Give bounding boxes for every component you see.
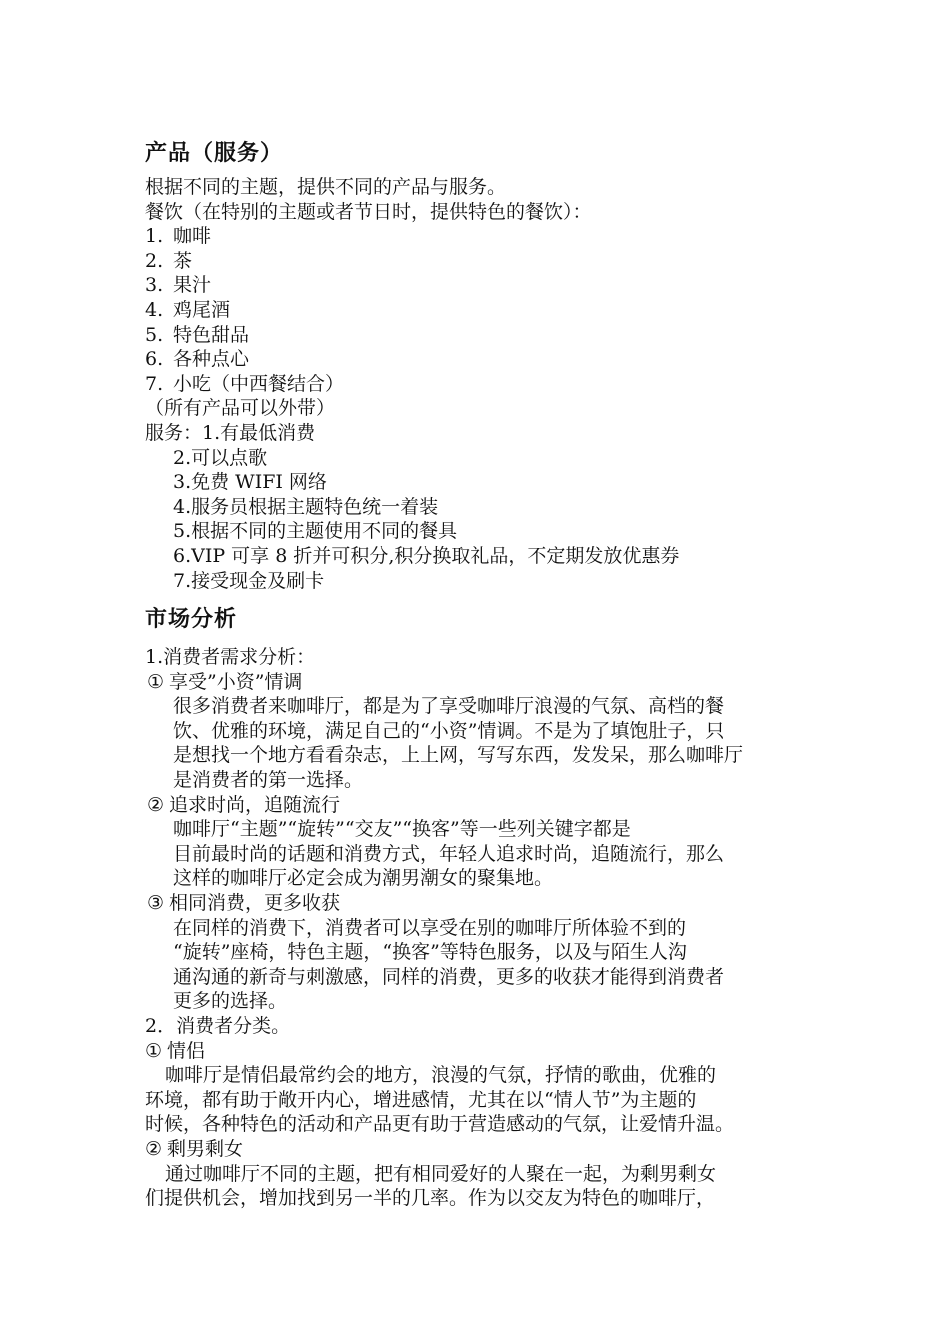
demand-title: 相同消费，更多收获	[169, 892, 341, 915]
paragraph-line: 在同样的消费下，消费者可以享受在别的咖啡厅所体验不到的	[173, 916, 687, 939]
paragraph-line: 是想找一个地方看看杂志，上上网，写写东西，发发呆，那么咖啡厅	[173, 744, 744, 767]
category-heading: 2．消费者分类。	[145, 1015, 291, 1037]
paragraph-line: 很多消费者来咖啡厅，都是为了享受咖啡厅浪漫的气氛、高档的餐	[173, 695, 725, 718]
circled-number: ①	[147, 670, 165, 693]
circled-number: ②	[147, 793, 165, 816]
list-item: 5.根据不同的主题使用不同的餐具	[173, 520, 458, 543]
list-item: 3. 果汁	[145, 274, 212, 297]
paragraph-line: 咖啡厅“主题”“旋转”“交友”“换客”等一些列关键字都是	[173, 818, 631, 841]
service-list	[145, 446, 825, 594]
category-title: 情侣	[167, 1039, 206, 1062]
list-item: 2.可以点歌	[173, 446, 268, 469]
market-heading: 市场分析	[145, 607, 238, 633]
document-content	[145, 133, 825, 1211]
paragraph-line: 们提供机会，增加找到另一半的几率。作为以交友为特色的咖啡厅，	[145, 1187, 716, 1210]
list-item: 7. 小吃（中西餐结合）	[145, 372, 345, 395]
category-item	[145, 1137, 825, 1211]
demand-item	[145, 793, 825, 891]
circled-number: ②	[145, 1137, 163, 1160]
list-item: 4.服务员根据主题特色统一着装	[173, 495, 439, 518]
list-item: 5. 特色甜品	[145, 323, 250, 346]
list-item: 1. 咖啡	[145, 225, 212, 248]
food-heading: 餐饮（在特别的主题或者节日时，提供特色的餐饮）：	[145, 200, 592, 223]
demand-title: 追求时尚，追随流行	[169, 793, 341, 816]
food-list	[145, 224, 825, 396]
paragraph-line: 通过咖啡厅不同的主题，把有相同爱好的人聚在一起，为剩男剩女	[165, 1162, 717, 1185]
service-first-item: 服务：1.有最低消费	[145, 421, 316, 444]
product-intro: 根据不同的主题，提供不同的产品与服务。	[145, 176, 507, 198]
demand-heading: 1.消费者需求分析：	[145, 646, 316, 669]
takeaway-note: （所有产品可以外带）	[145, 397, 336, 420]
circled-number: ①	[145, 1039, 163, 1062]
list-item: 4. 鸡尾酒	[145, 298, 231, 321]
paragraph-line: 饮、优雅的环境，满足自己的“小资”情调。不是为了填饱肚子，只	[173, 719, 725, 742]
circled-number: ③	[147, 892, 165, 915]
category-item	[145, 1039, 825, 1137]
paragraph-line: 更多的选择。	[173, 990, 288, 1013]
list-item: 2. 茶	[145, 249, 193, 272]
list-item: 7.接受现金及刷卡	[173, 569, 325, 592]
paragraph-line: 咖啡厅是情侣最常约会的地方，浪漫的气氛，抒情的歌曲，优雅的	[165, 1064, 717, 1087]
demand-item	[145, 891, 825, 1014]
list-item: 6.VIP 可享 8 折并可积分,积分换取礼品，不定期发放优惠券	[173, 544, 680, 567]
paragraph-line: 环境，都有助于敞开内心，增进感情，尤其在以“情人节”为主题的	[145, 1088, 697, 1111]
demand-item	[145, 670, 825, 793]
demand-title: 享受”小资”情调	[169, 670, 303, 693]
paragraph-line: 通沟通的新奇与刺激感，同样的消费，更多的收获才能得到消费者	[173, 965, 725, 988]
paragraph-line: 这样的咖啡厅必定会成为潮男潮女的聚集地。	[173, 867, 554, 890]
paragraph-line: “旋转”座椅，特色主题，“换客”等特色服务，以及与陌生人沟	[173, 941, 687, 964]
paragraph-line: 目前最时尚的话题和消费方式，年轻人追求时尚，追随流行，那么	[173, 842, 725, 865]
category-title: 剩男剩女	[167, 1137, 244, 1160]
paragraph-line: 时候，各种特色的活动和产品更有助于营造感动的气氛，让爱情升温。	[145, 1113, 735, 1136]
product-heading: 产品（服务）	[145, 141, 284, 166]
paragraph-line: 是消费者的第一选择。	[173, 769, 364, 792]
list-item: 6. 各种点心	[145, 348, 250, 371]
list-item: 3.免费 WIFI 网络	[173, 471, 327, 494]
